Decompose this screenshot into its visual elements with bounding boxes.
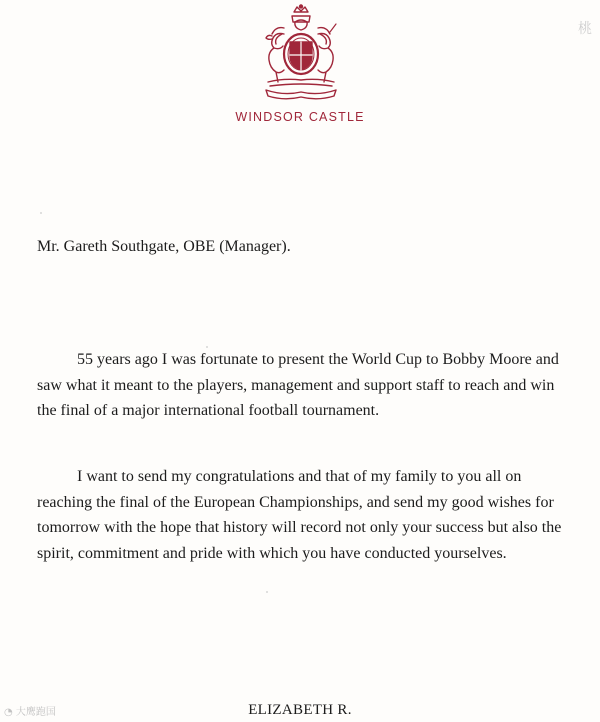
signature: ELIZABETH R.	[248, 702, 352, 718]
paper-speck	[206, 346, 208, 348]
paragraph-1: 55 years ago I was fortunate to present the World Cup to Bobby Moore and saw what it meant to the players, management and support staff to reach and win the final of a major international football tournament.	[37, 351, 559, 419]
royal-coat-of-arms-icon	[254, 4, 348, 102]
paragraph-2: I want to send my congratulations and that of my family to you all on reaching the final of the European Championships, and send my good wishes for tomorrow with the hope that history will record not only your success but also the spirit, commitment and pride with which you have conducted yourselves.	[37, 468, 562, 562]
weibo-icon: ◔	[4, 707, 16, 718]
salutation: Mr. Gareth Southgate, OBE (Manager).	[37, 238, 291, 255]
paper-speck	[40, 212, 42, 214]
watermark-text: 大鹰跑国	[15, 707, 56, 718]
watermark	[4, 703, 56, 718]
letterhead-title: WINDSOR CASTLE	[235, 110, 365, 124]
corner-watermark: 桃	[578, 21, 592, 37]
paper-speck	[266, 591, 268, 593]
